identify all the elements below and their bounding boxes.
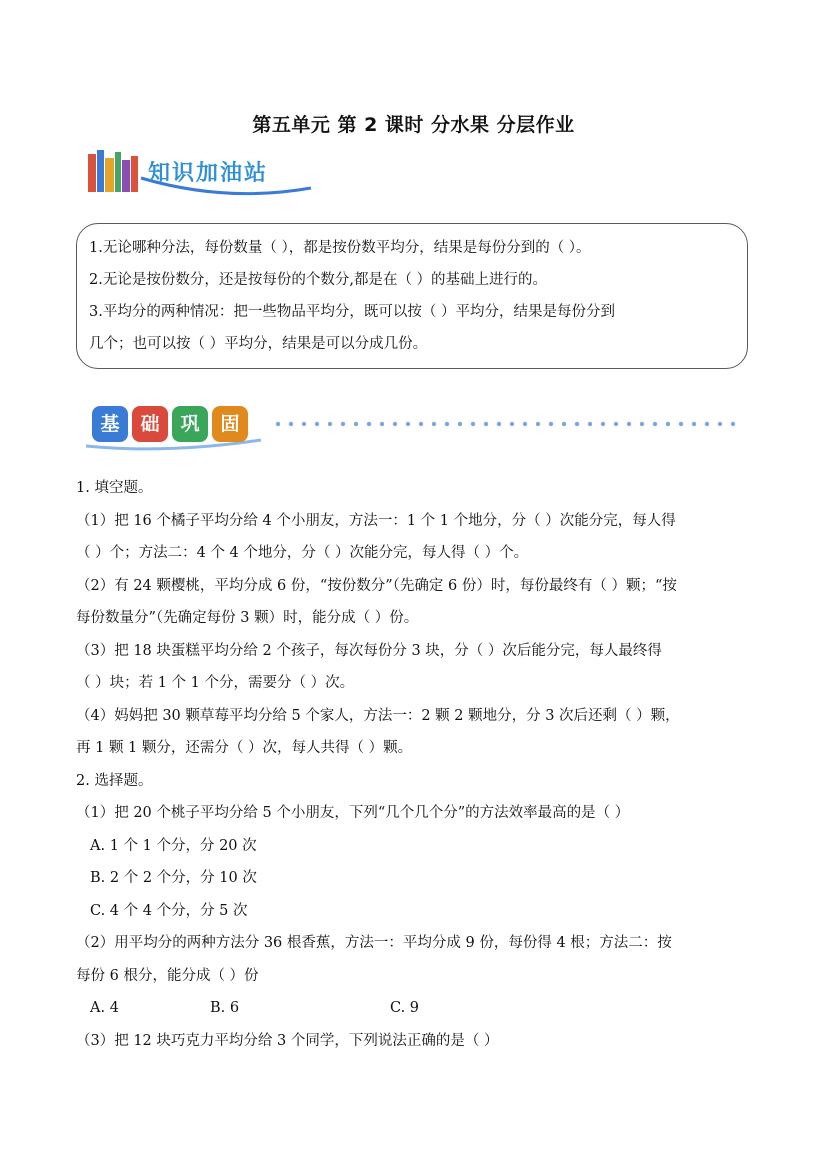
question-line: （4）妈妈把 30 颗草莓平均分给 5 个家人，方法一：2 颗 2 颗地分，分 3 次后还剩（ ）颗， — [76, 707, 680, 724]
knowledge-line: 1.无论哪种分法，每份数量（ ），都是按份数平均分，结果是每份分到的（ ）。 — [89, 240, 591, 256]
basic-banner-char: 基 — [92, 406, 128, 442]
basic-banner-char: 巩 — [172, 406, 208, 442]
section-heading: 1. 填空题。 — [76, 480, 153, 496]
question-stem: 每份 6 根分，能分成（ ）份 — [76, 967, 259, 984]
choice-option: C. 4 个 4 个分，分 5 次 — [90, 902, 248, 919]
question-stem: （1）把 20 个桃子平均分给 5 个小朋友，下列“几个几个分”的方法效率最高的是（ ） — [76, 805, 630, 821]
question-stem: （3）把 12 块巧克力平均分给 3 个同学，下列说法正确的是（ ） — [76, 1032, 499, 1049]
question-line: （3）把 18 块蛋糕平均分给 2 个孩子，每次每份分 3 块，分（ ）次后能分完，每人最终得 — [76, 642, 662, 659]
knowledge-box — [76, 223, 748, 369]
choice-option: B. 2 个 2 个分，分 10 次 — [90, 870, 257, 886]
question-line: （ ）块；若 1 个 1 个分，需要分（ ）次。 — [76, 675, 355, 691]
basic-banner-char: 固 — [212, 406, 248, 442]
question-line: （ ）个；方法二：4 个 4 个地分，分（ ）次能分完，每人得（ ）个。 — [76, 545, 529, 561]
question-line: （2）有 24 颗樱桃，平均分成 6 份，“按份数分”（先确定 6 份）时，每份最终有（ ）颗；“按 — [76, 577, 677, 594]
knowledge-line: 2.无论是按份数分，还是按每份的个数分,都是在（ ）的基础上进行的。 — [89, 272, 548, 288]
section-heading: 2. 选择题。 — [76, 772, 153, 789]
basic-banner-char: 础 — [132, 406, 168, 442]
question-stem: （2）用平均分的两种方法分 36 根香蕉，方法一：平均分成 9 份，每份得 4 根；方法二：按 — [76, 935, 672, 951]
page-title: 第五单元 第 2 课时 分水果 分层作业 — [252, 114, 575, 136]
exercise-content — [76, 472, 756, 1057]
choice-option: A. 1 个 1 个分，分 20 次 — [90, 837, 257, 854]
choice-option: B. 6 — [210, 1000, 240, 1016]
question-line: （1）把 16 个橘子平均分给 4 个小朋友，方法一：1 个 1 个地分，分（ ）次能分完，每人得 — [76, 512, 676, 529]
knowledge-line: 几个；也可以按（ ）平均分，结果是可以分成几份。 — [89, 336, 428, 352]
question-line: 每份数量分”（先确定每份 3 颗）时，能分成（ ）份。 — [76, 610, 419, 626]
choice-options-row — [76, 992, 756, 1025]
choice-option: A. 4 — [90, 1000, 119, 1016]
choice-option: C. 9 — [390, 1000, 420, 1016]
question-line: 再 1 颗 1 颗分，还需分（ ）次，每人共得（ ）颗。 — [76, 740, 413, 756]
knowledge-banner-label: 知识加油站 — [148, 161, 269, 186]
knowledge-line: 3.平均分的两种情况：把一些物品平均分，既可以按（ ）平均分，结果是每份分到 — [89, 304, 615, 320]
